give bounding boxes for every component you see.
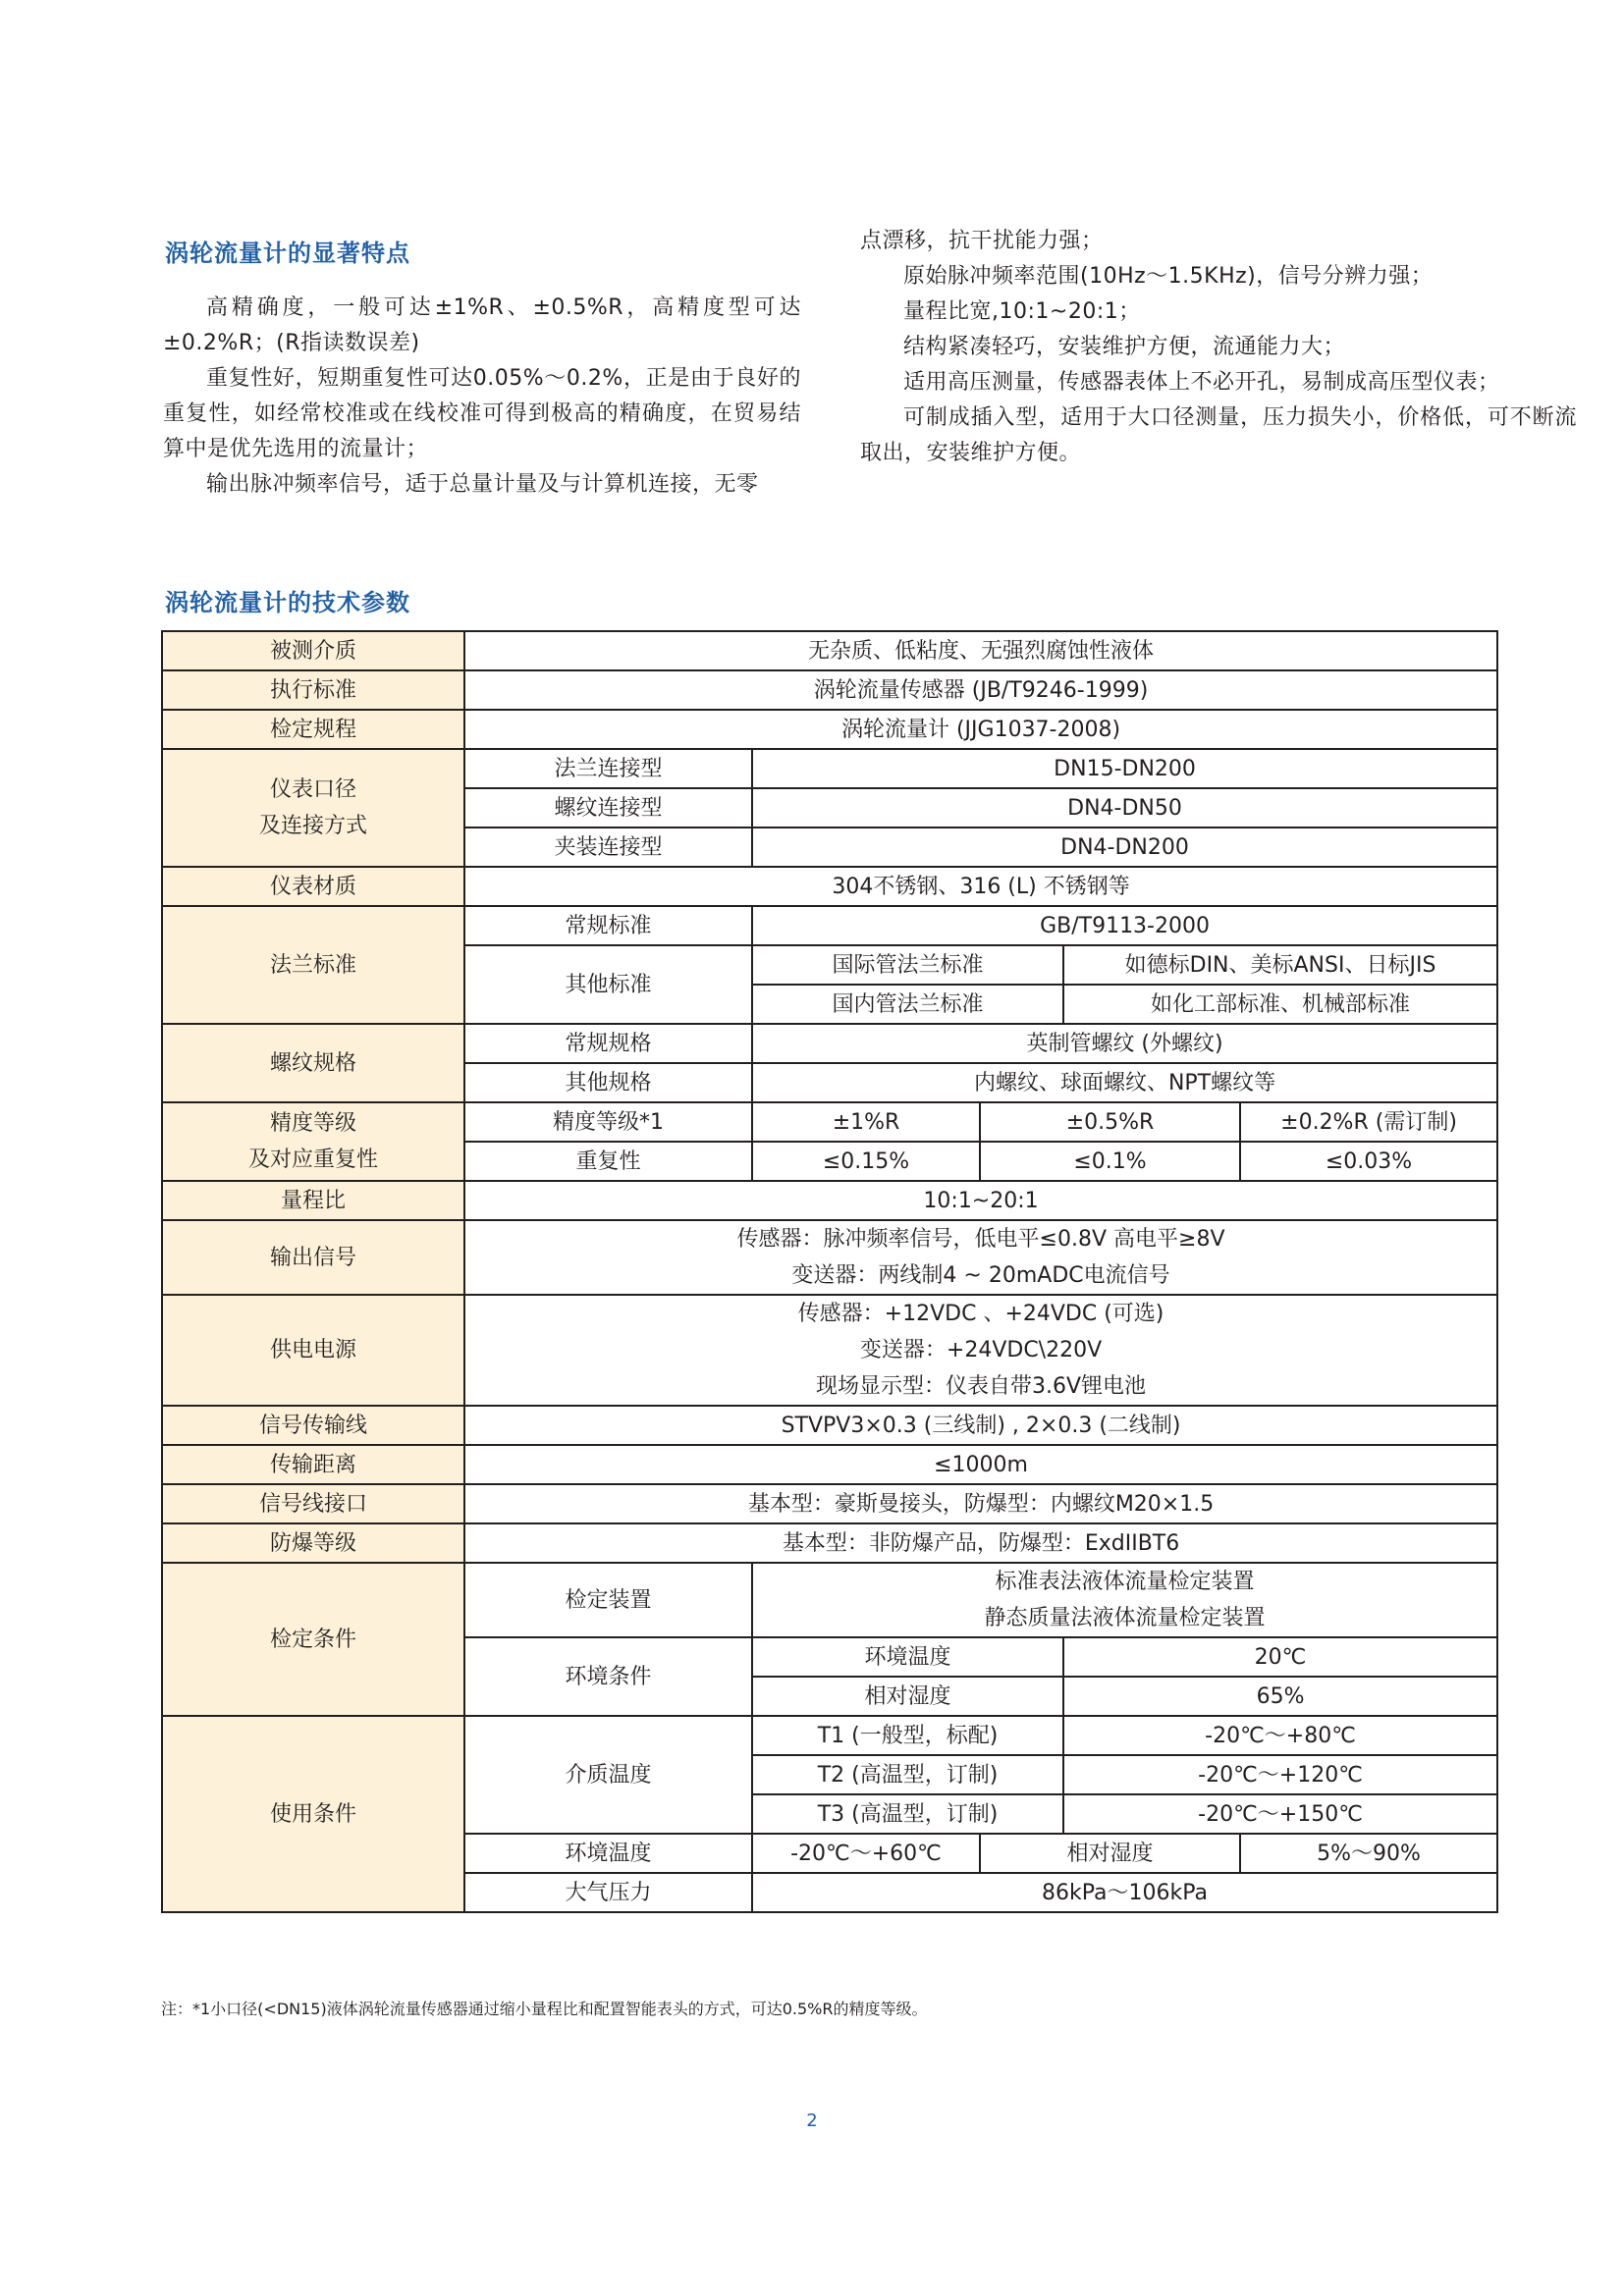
table-cell: 传感器：脉冲频率信号，低电平≤0.8V 高电平≥8V 变送器：两线制4 ~ 20mADC电流信号: [464, 1220, 1497, 1295]
table-cell: ±1%R: [752, 1102, 980, 1142]
table-cell: 常规规格: [464, 1024, 752, 1063]
table-cell: 无杂质、低粘度、无强烈腐蚀性液体: [464, 631, 1497, 670]
table-cell: 内螺纹、球面螺纹、NPT螺纹等: [752, 1063, 1497, 1102]
table-cell: ≤1000m: [464, 1445, 1497, 1484]
table-cell: 环境温度: [464, 1834, 752, 1873]
table-row: [162, 1295, 1497, 1406]
row-label-cell: 法兰标准: [162, 906, 464, 1024]
table-cell: 常规标准: [464, 906, 752, 945]
table-cell: 其他规格: [464, 1063, 752, 1102]
table-row: [162, 1220, 1497, 1295]
table-row: [162, 1445, 1497, 1484]
feature-paragraph: 可制成插入型，适用于大口径测量，压力损失小，价格低，可不断流取出，安装维护方便。: [860, 405, 1577, 465]
row-label-cell: 使用条件: [162, 1716, 464, 1912]
row-label-cell: 供电电源: [162, 1295, 464, 1406]
table-cell: 基本型：非防爆产品，防爆型：ExdIIBT6: [464, 1523, 1497, 1563]
feature-paragraph: 量程比宽,10:1~20:1；: [903, 299, 1141, 324]
table-cell: 检定装置: [464, 1563, 752, 1637]
table-cell: ±0.2%R (需订制): [1240, 1102, 1497, 1142]
row-label-cell: 防爆等级: [162, 1523, 464, 1563]
table-cell: ≤0.1%: [980, 1142, 1240, 1181]
table-cell: 如德标DIN、美标ANSI、日标JIS: [1063, 945, 1497, 985]
row-label-cell: 输出信号: [162, 1220, 464, 1295]
table-cell: ≤0.03%: [1240, 1142, 1497, 1181]
feature-paragraph: 原始脉冲频率范围(10Hz～1.5KHz)，信号分辨力强；: [903, 264, 1434, 289]
table-row: [162, 1406, 1497, 1445]
table-cell: 304不锈钢、316 (L) 不锈钢等: [464, 867, 1497, 906]
table-cell: T2 (高温型，订制): [752, 1755, 1063, 1794]
table-cell: GB/T9113-2000: [752, 906, 1497, 945]
table-row: [162, 631, 1497, 670]
row-label-cell: 仪表材质: [162, 867, 464, 906]
row-label-cell: 检定条件: [162, 1563, 464, 1716]
table-row: [162, 867, 1497, 906]
spec-table: [161, 630, 1498, 1913]
table-cell: 65%: [1063, 1677, 1497, 1716]
table-cell: ±0.5%R: [980, 1102, 1240, 1142]
table-row: [162, 1024, 1497, 1063]
feature-paragraph: 重复性好，短期重复性可达0.05%～0.2%，正是由于良好的重复性，如经常校准或在线校准可得到极高的精确度，在贸易结算中是优先选用的流量计；: [163, 366, 801, 461]
table-cell: 精度等级*1: [464, 1102, 752, 1142]
table-cell: 5%～90%: [1240, 1834, 1497, 1873]
table-cell: 10:1~20:1: [464, 1181, 1497, 1220]
table-cell: 环境温度: [752, 1637, 1063, 1677]
table-cell: DN4-DN50: [752, 788, 1497, 828]
table-row: [162, 1523, 1497, 1563]
row-label-cell: 检定规程: [162, 710, 464, 749]
table-cell: 涡轮流量传感器 (JB/T9246-1999): [464, 670, 1497, 710]
row-label-cell: 执行标准: [162, 670, 464, 710]
feature-paragraph: 适用高压测量，传感器表体上不必开孔，易制成高压型仪表；: [903, 370, 1500, 395]
table-row: [162, 1716, 1497, 1755]
table-cell: 如化工部标准、机械部标准: [1063, 985, 1497, 1024]
table-row: [162, 1484, 1497, 1523]
feature-paragraph: 点漂移，抗干扰能力强；: [860, 229, 1104, 253]
table-cell: 涡轮流量计 (JJG1037-2008): [464, 710, 1497, 749]
params-heading: 涡轮流量计的技术参数: [165, 589, 410, 616]
table-row: [162, 906, 1497, 945]
table-cell: 国内管法兰标准: [752, 985, 1063, 1024]
feature-paragraph: 高精确度，一般可达±1%R、±0.5%R，高精度型可达±0.2%R；(R指读数误差): [163, 295, 801, 355]
table-cell: ≤0.15%: [752, 1142, 980, 1181]
table-cell: DN15-DN200: [752, 749, 1497, 788]
table-row: [162, 1181, 1497, 1220]
row-label-cell: 量程比: [162, 1181, 464, 1220]
row-label-cell: 传输距离: [162, 1445, 464, 1484]
table-cell: -20℃～+150℃: [1063, 1794, 1497, 1834]
table-cell: 螺纹连接型: [464, 788, 752, 828]
table-row: [162, 670, 1497, 710]
feature-paragraph: 结构紧凑轻巧，安装维护方便，流通能力大；: [903, 335, 1346, 359]
table-cell: 传感器：+12VDC 、+24VDC (可选) 变送器：+24VDC\220V 现场显示型：仪表自带3.6V锂电池: [464, 1295, 1497, 1406]
features-heading: 涡轮流量计的显著特点: [165, 240, 410, 267]
table-row: [162, 710, 1497, 749]
table-cell: 介质温度: [464, 1716, 752, 1834]
page-number: 2: [806, 2110, 818, 2131]
table-cell: 国际管法兰标准: [752, 945, 1063, 985]
table-cell: 20℃: [1063, 1637, 1497, 1677]
row-label-cell: 被测介质: [162, 631, 464, 670]
table-cell: -20℃～+80℃: [1063, 1716, 1497, 1755]
table-cell: 标准表法液体流量检定装置 静态质量法液体流量检定装置: [752, 1563, 1497, 1637]
table-cell: 环境条件: [464, 1637, 752, 1716]
features-left-column: [163, 291, 801, 503]
table-cell: 法兰连接型: [464, 749, 752, 788]
row-label-cell: 仪表口径 及连接方式: [162, 749, 464, 867]
table-cell: 基本型：豪斯曼接头，防爆型：内螺纹M20×1.5: [464, 1484, 1497, 1523]
table-cell: -20℃～+60℃: [752, 1834, 980, 1873]
table-row: [162, 1102, 1497, 1142]
table-cell: 86kPa～106kPa: [752, 1873, 1497, 1912]
table-row: [162, 1563, 1497, 1637]
table-cell: 大气压力: [464, 1873, 752, 1912]
row-label-cell: 精度等级 及对应重复性: [162, 1102, 464, 1181]
row-label-cell: 信号线接口: [162, 1484, 464, 1523]
row-label-cell: 信号传输线: [162, 1406, 464, 1445]
table-cell: T1 (一般型，标配): [752, 1716, 1063, 1755]
table-cell: 重复性: [464, 1142, 752, 1181]
table-cell: 夹装连接型: [464, 828, 752, 867]
table-row: [162, 749, 1497, 788]
table-cell: 其他标准: [464, 945, 752, 1024]
feature-paragraph: 输出脉冲频率信号，适于总量计量及与计算机连接，无零: [206, 472, 759, 497]
table-cell: DN4-DN200: [752, 828, 1497, 867]
table-cell: STVPV3×0.3 (三线制) , 2×0.3 (二线制): [464, 1406, 1497, 1445]
table-cell: 相对湿度: [980, 1834, 1240, 1873]
table-cell: 英制管螺纹 (外螺纹): [752, 1024, 1497, 1063]
table-cell: T3 (高温型，订制): [752, 1794, 1063, 1834]
footnote: 注：*1小口径(<DN15)液体涡轮流量传感器通过缩小量程比和配置智能表头的方式，可达0.5%R的精度等级。: [161, 2000, 928, 2018]
row-label-cell: 螺纹规格: [162, 1024, 464, 1102]
table-cell: 相对湿度: [752, 1677, 1063, 1716]
table-cell: -20℃～+120℃: [1063, 1755, 1497, 1794]
features-right-column: [860, 224, 1577, 471]
